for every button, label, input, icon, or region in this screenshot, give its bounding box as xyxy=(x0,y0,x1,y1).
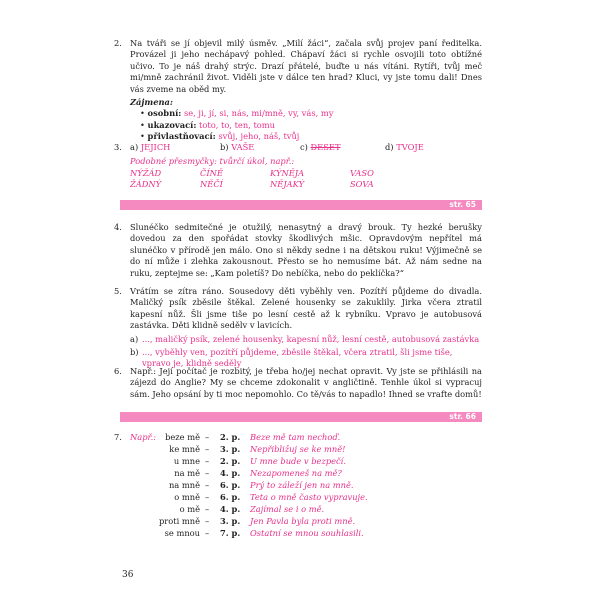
exercise-4 xyxy=(114,222,482,279)
answer-b: b) ..., vyběhly ven, pozítří půjdeme, zběsile štěkal, včera ztratil, šli jsme tiše, vpravo je, klidně seděly xyxy=(130,347,453,369)
anagram-item: NÝŽÁD xyxy=(130,168,162,178)
exercise-number: 3. xyxy=(114,142,122,152)
page-reference-bar: str. 66 xyxy=(120,412,482,422)
pronouns-title: Zájmena: xyxy=(130,97,173,108)
page-number: 36 xyxy=(122,570,134,580)
exercise-number: 5. xyxy=(114,286,122,296)
list-item: • přivlastňovací: svůj, jeho, náš, tvůj xyxy=(140,131,300,142)
option-b: b) VAŠE xyxy=(220,142,255,152)
anagram-item: NĚJAKÝ xyxy=(270,179,305,189)
exercise-2-text: Na tváři se jí objevil milý úsměv. „Milí žáci“, začala svůj projev paní ředitelka. Provázel ji jeho nechápavý pohled. Chápaví žáci si rychle osvojili toto obtížné učivo. To je náš drahý strýc. Drazí přátelé, buďte u nás vítáni. Rytíři, tvůj meč mi/mně zachránil život. Viděli jste v dálce ten hrad? Kluci, vy jste tomu dali! Dnes vás zveme na oběd my. xyxy=(130,38,482,94)
exercise-5-text: Vrátím se zítra ráno. Sousedovy děti vyběhly ven. Pozítří půjdeme do divadla. Maličký psík zběsile štěkal. Zelené housenky se zakuklily. Jirka včera ztratil kapesní nůž. Šli jsme tiše po lesní cestě až k rybníku. Vpravo je autobusová zastávka. Děti klidně sedělv v lavicích. xyxy=(130,286,482,331)
exercise-4-text: Slunéčko sedmitečné je otužilý, nenasytný a dravý brouk. Ty hezké berušky dovedou za den spořádat stovky škodlivých mšic. Opravdovým nepřítel má slunéčko v přírodě jen málo. Ono si někdy sedne i na dětskou ruku! Výjimečně se do ní může i zlehka zakousnout. Přesto se ho nemusíme bát. Až nám sedne na ruku, zeptejme se: „Kam poletíš? Do nebíčka, nebo do peklíčka?“ xyxy=(130,222,482,278)
exercise-6-text: Např.: Její počítač je rozbitý, je třeba ho/jej nechat opravit. Vy jste se přihlásili na zájezd do Anglie? My se chceme zdokonalit v angličtině. Tenhle úkol si vypracuj sám. Jeho opsání by ti moc nepomohlo. Co tě/vás to napadlo! Ihned se vrafte domů! xyxy=(130,366,482,399)
example-lead: Např.: xyxy=(130,432,157,442)
anagram-item: VASO xyxy=(350,168,374,178)
exercise-number: 4. xyxy=(114,222,122,232)
option-d: d) TVOJE xyxy=(385,142,424,152)
exercise-2 xyxy=(114,38,482,143)
anagram-item: ŽÁDNÝ xyxy=(130,179,162,189)
workbook-page: 2. Na tváři se jí objevil milý úsměv. „Milí žáci“, začala svůj projev paní ředitelka. Provázel ji jeho nechápavý pohled. Chápaví žáci si rychle osvojili toto obtížné učivo. To je náš drahý strýc. Drazí přátelé, buďte u nás vítáni. Rytíři, tvůj meč mi/mně zachránil život. Viděli jste v dálce ten hrad? Kluci, vy jste tomu dali! Dnes vás zveme na oběd my. Zájmena: • osobní: se, ji, jí, si, nás, mi/mně, vy, vás, my • ukazovací: toto, to, ten, tomu • přivlastňovací: svůj, jeho, náš, tvůj 3. a) JEJICH b) VAŠE c) DESET d) TVOJE Podobné přesmyčky: tvůrčí úkol, např.: NÝŽÁD ČÍNĚ KÝNĚJA VASO ŽÁDNÝ NĚČÍ NĚJAKÝ SOVA str. 65 4. Slunéčko sedmitečné je otužilý, nenasytný a dravý brouk. Ty hezké berušky dovedou za den spořádat stovky škodlivých mšic. Opravdovým nepřítel má slunéčko v přírodě jen málo. Ono si někdy sedne i na dětskou ruku! Výjimečně se do ní může i zlehka zakousnout. Přesto se ho nemusíme bát. Až nám sedne na ruku, zeptejme se: „Kam poletíš? Do nebíčka, nebo do peklíčka?“ 5. Vrátím se zítra ráno. Sousedovy děti vyběhly ven. Pozítří půjdeme do divadla. Maličký psík zběsile štěkal. Zelené housenky se zakuklily. Jirka včera ztratil kapesní nůž. Šli jsme tiše po lesní cestě až k rybníku. Vpravo je autobusová zastávka. Děti klidně sedělv v lavicích. a) ..., maličký psík, zelené housenky, kapesní nůž, lesní cestě, autobusová zastávka b) ..., vyběhly ven, pozítří půjdeme, zběsile štěkal, včera ztratil, šli jsme tiše, vpravo je, klidně seděly 6. Např.: Její počítač je rozbitý, je třeba ho/jej nechat opravit. Vy jste se přihlásili na zájezd do Anglie? My se chceme zdokonalit v angličtině. Tenhle úkol si vypracuj sám. Jeho opsání by ti moc nepomohlo. Co tě/vás to napadlo! Ihned se vrafte domů! str. 66 7. Např.: beze mě – 2. p. Beze mě tam nechoď. ke mně – 3. p. Nepřibližuj se ke mně! u mne – 2. p. U mne bude v bezpečí. na mě – 4. p. Nezapomeneš na mě? na mně – 6. p. Prý to záleží jen na mně. o mně – 6. p. Teta o mně často vypravuje. o mě – 4. p. Zajímal se i o mě. proti mně – 3. p. Jen Pavla byla proti mně. se mnou – 7. p. Ostatní se mnou souhlasili. 36 xyxy=(114,38,482,580)
pronoun-list xyxy=(130,108,482,142)
anagram-item: KÝNĚJA xyxy=(270,168,305,178)
anagram-hint: Podobné přesmyčky: tvůrčí úkol, např.: xyxy=(130,156,295,166)
list-item: • osobní: se, ji, jí, si, nás, mi/mně, vy, vás, my xyxy=(140,108,334,119)
exercise-number: 7. xyxy=(114,432,122,442)
answer-a: a) ..., maličký psík, zelené housenky, kapesní nůž, lesní cestě, autobusová zastávka xyxy=(130,333,480,344)
anagram-item: ČÍNĚ xyxy=(200,168,223,178)
exercise-5 xyxy=(114,286,482,370)
anagram-item: SOVA xyxy=(350,179,374,189)
option-a: a) JEJICH xyxy=(130,142,171,152)
list-item: • ukazovací: toto, to, ten, tomu xyxy=(140,119,275,130)
page-reference-bar: str. 65 xyxy=(120,200,482,210)
exercise-number: 2. xyxy=(114,38,122,48)
option-c: c) DESET xyxy=(300,142,341,152)
exercise-number: 6. xyxy=(114,366,122,376)
exercise-6 xyxy=(114,366,482,400)
anagram-item: NĚČÍ xyxy=(200,179,223,189)
